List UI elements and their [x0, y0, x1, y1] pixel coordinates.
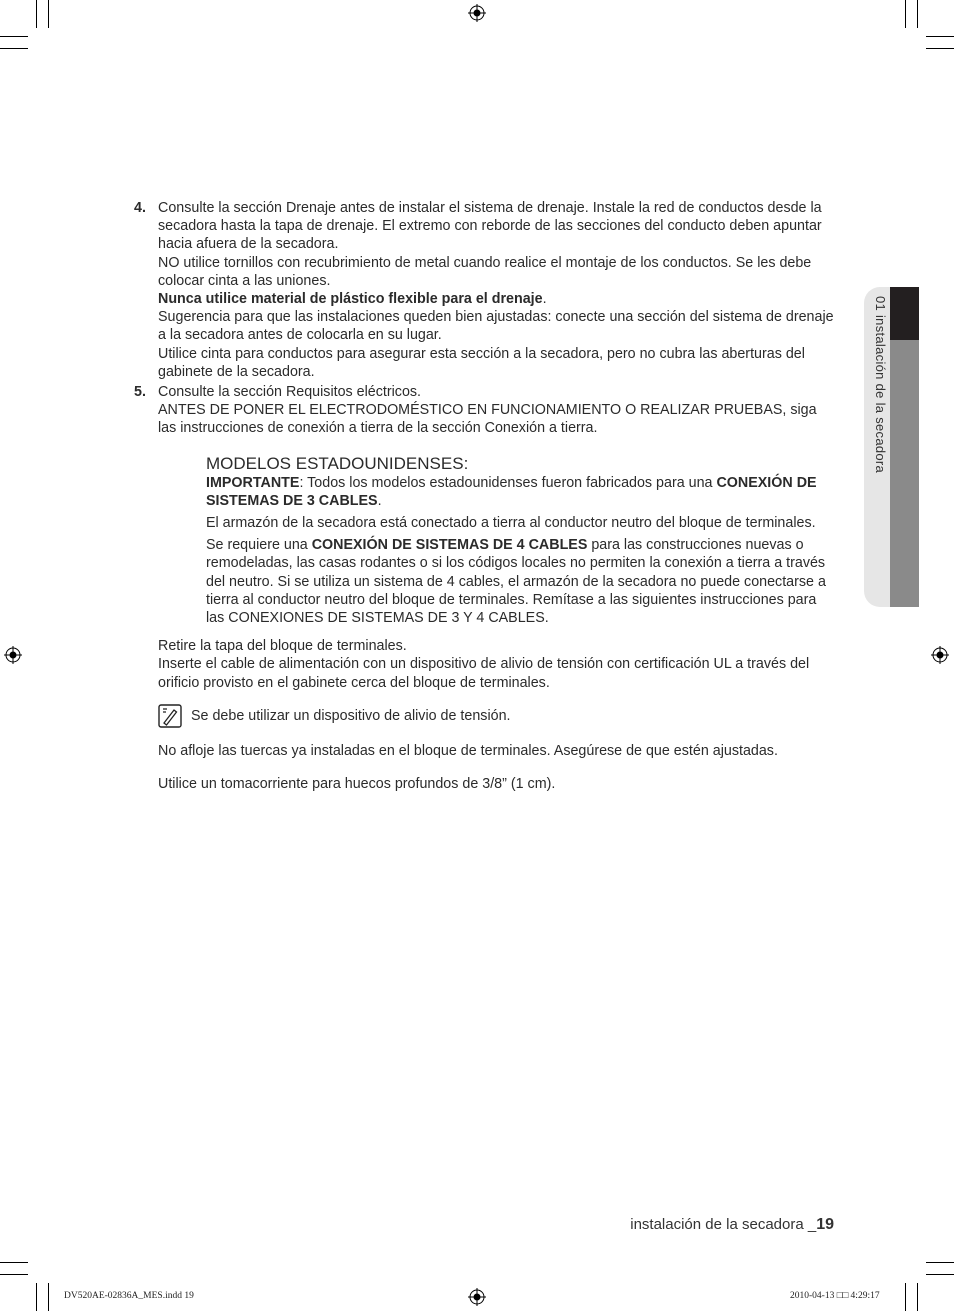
- footer-text: instalación de la secadora _: [630, 1216, 817, 1233]
- page-footer: [630, 1216, 834, 1234]
- crop-mark: [905, 1283, 906, 1311]
- paragraph: Sugerencia para que las instalaciones queden bien ajustadas: conecte una sección del sistema de drenaje a la secadora antes de colocarla en su lugar.: [158, 309, 834, 344]
- list-item-4: [134, 199, 834, 381]
- crop-mark: [926, 1262, 954, 1263]
- print-slug-file: DV520AE-02836A_MES.indd 19: [64, 1291, 194, 1301]
- crop-mark: [0, 48, 28, 49]
- item-number: 5.: [134, 384, 146, 401]
- crop-mark: [905, 0, 906, 28]
- crop-mark: [926, 48, 954, 49]
- main-content: [134, 199, 834, 807]
- bold-label: CONEXIÓN DE SISTEMAS DE 4 CABLES: [311, 537, 588, 554]
- crop-mark: [0, 36, 28, 37]
- section-heading: MODELOS ESTADOUNIDENSES:: [206, 453, 469, 473]
- side-tab-dark-block: [890, 287, 919, 340]
- paragraph: Inserte el cable de alimentación con un dispositivo de alivio de tensión con certificación UL a través del orificio provisto en el gabinete cerca del bloque de terminales.: [158, 656, 810, 691]
- us-models-section: [206, 454, 834, 628]
- note-text: Se debe utilizar un dispositivo de alivio de tensión.: [191, 707, 511, 724]
- paragraph: Consulte la sección Requisitos eléctricos.: [158, 384, 422, 401]
- crop-mark: [36, 1283, 37, 1311]
- note-block: [158, 704, 834, 728]
- punctuation: .: [377, 492, 382, 509]
- paragraph: [158, 290, 834, 308]
- paragraph: Utilice un tomacorriente para huecos profundos de 3/8” (1 cm).: [158, 775, 556, 792]
- paragraph: Utilice cinta para conductos para asegurar esta sección a la secadora, pero no cubra las aberturas del gabinete de la secadora.: [158, 345, 805, 380]
- crop-mark: [48, 0, 49, 28]
- registration-mark-icon: [468, 1288, 486, 1306]
- list-item-5: [134, 383, 834, 438]
- page-number: 19: [816, 1216, 834, 1233]
- crop-mark: [917, 0, 918, 28]
- bold-label: IMPORTANTE: [206, 474, 300, 491]
- crop-mark: [48, 1283, 49, 1311]
- paragraph: Consulte la sección Drenaje antes de instalar el sistema de drenaje. Instale la red de conductos desde la secadora hasta la tapa de drenaje. El extremo con reborde de las secciones del conducto deben apuntar hacia afuera de la secadora.: [158, 200, 822, 253]
- paragraph: No afloje las tuercas ya instaladas en el bloque de terminales. Asegúrese de que estén ajustadas.: [158, 743, 778, 760]
- note-pencil-icon: [158, 704, 182, 728]
- crop-mark: [0, 1274, 28, 1275]
- punctuation: .: [542, 291, 547, 308]
- bold-warning: Nunca utilice material de plástico flexible para el drenaje: [158, 291, 543, 308]
- item-number: 4.: [134, 200, 146, 216]
- crop-mark: [0, 1262, 28, 1263]
- registration-mark-icon: [468, 4, 486, 22]
- text-span: para las construcciones nuevas o remodeladas, las casas rodantes o si los códigos locales no permiten la conexión a tierra a través del neutro. Si se utiliza un sistema de 4 cables, el armazón de la secadora no puede conectarse a tierra al conductor neutro del bloque de terminales. Remítase a las siguientes instrucciones para las CONEXIONES DE SISTEMAS DE 3 Y 4 CABLES.: [206, 537, 826, 627]
- paragraph: [206, 536, 834, 627]
- side-tab-gray-bar: [890, 340, 919, 607]
- bold-label: CONEXIÓN DE SISTEMAS DE 3 CABLES: [206, 474, 817, 509]
- paragraph: Retire la tapa del bloque de terminales.: [158, 638, 407, 655]
- paragraph: [206, 474, 834, 510]
- text-span: : Todos los modelos estadounidenses fueron fabricados para una: [299, 474, 717, 491]
- paragraph: El armazón de la secadora está conectado a tierra al conductor neutro del bloque de terminales.: [206, 515, 816, 532]
- side-tab-label: 01 instalación de la secadora: [873, 296, 888, 474]
- print-slug-date: 2010-04-13 □□ 4:29:17: [790, 1291, 880, 1301]
- registration-mark-icon: [4, 646, 22, 664]
- text-span: Se requiere una: [206, 537, 312, 554]
- crop-mark: [36, 0, 37, 28]
- final-block: [158, 742, 834, 793]
- paragraph: ANTES DE PONER EL ELECTRODOMÉSTICO EN FUNCIONAMIENTO O REALIZAR PRUEBAS, siga las instrucciones de conexión a tierra de la sección Conexión a tierra.: [158, 402, 817, 437]
- crop-mark: [926, 1274, 954, 1275]
- crop-mark: [917, 1283, 918, 1311]
- steps-block: [158, 637, 834, 692]
- registration-mark-icon: [931, 646, 949, 664]
- crop-mark: [926, 36, 954, 37]
- paragraph: NO utilice tornillos con recubrimiento de metal cuando realice el montaje de los conductos. Se les debe colocar cinta a las uniones.: [158, 254, 812, 289]
